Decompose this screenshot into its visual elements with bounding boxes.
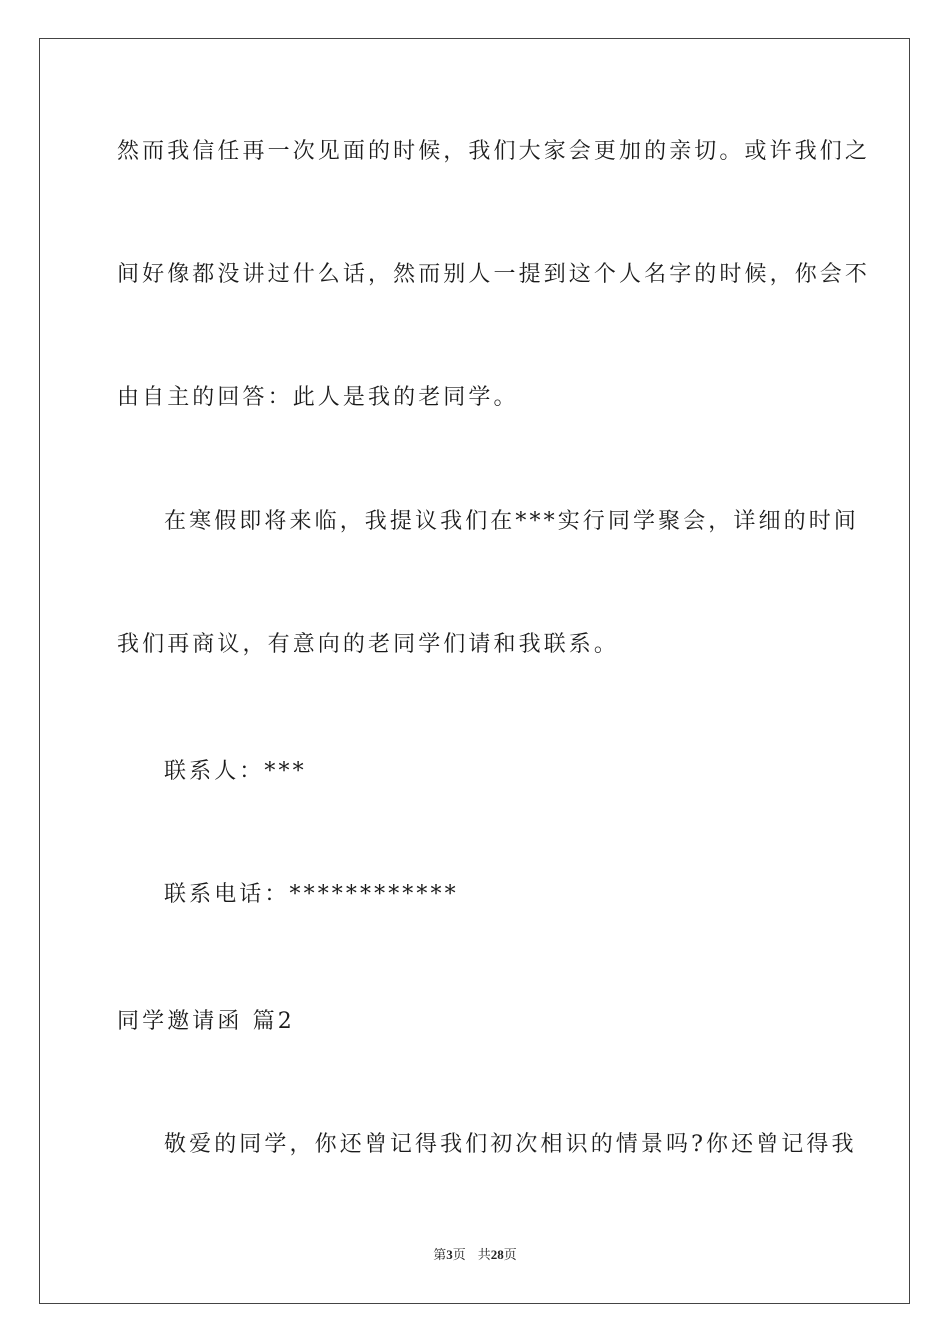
footer-page-prefix: 第: [433, 1247, 447, 1262]
body-line-9: 敬爱的同学，你还曾记得我们初次相识的情景吗?你还曾记得我: [164, 1132, 857, 1157]
contact-person-line: 联系人：***: [164, 759, 307, 784]
body-line-4: 在寒假即将来临，我提议我们在***实行同学聚会，详细的时间: [164, 509, 859, 534]
footer-total-suffix: 页: [503, 1247, 517, 1262]
footer-page-suffix: 页: [452, 1247, 466, 1262]
footer-page-number: 3: [446, 1247, 453, 1262]
body-line-2: 间好像都没讲过什么话，然而别人一提到这个人名字的时候，你会不: [117, 262, 871, 287]
body-line-1: 然而我信任再一次见面的时候，我们大家会更加的亲切。或许我们之: [117, 139, 871, 164]
footer-total-prefix: 共: [477, 1247, 491, 1262]
footer-total-pages: 28: [490, 1247, 504, 1262]
body-line-5: 我们再商议，有意向的老同学们请和我联系。: [117, 632, 620, 657]
section-heading: 同学邀请函 篇2: [117, 1009, 295, 1034]
body-line-3: 由自主的回答：此人是我的老同学。: [117, 385, 519, 410]
page-border: [39, 38, 910, 1304]
page-footer: [0, 1246, 950, 1264]
contact-phone-line: 联系电话：************: [164, 882, 459, 907]
